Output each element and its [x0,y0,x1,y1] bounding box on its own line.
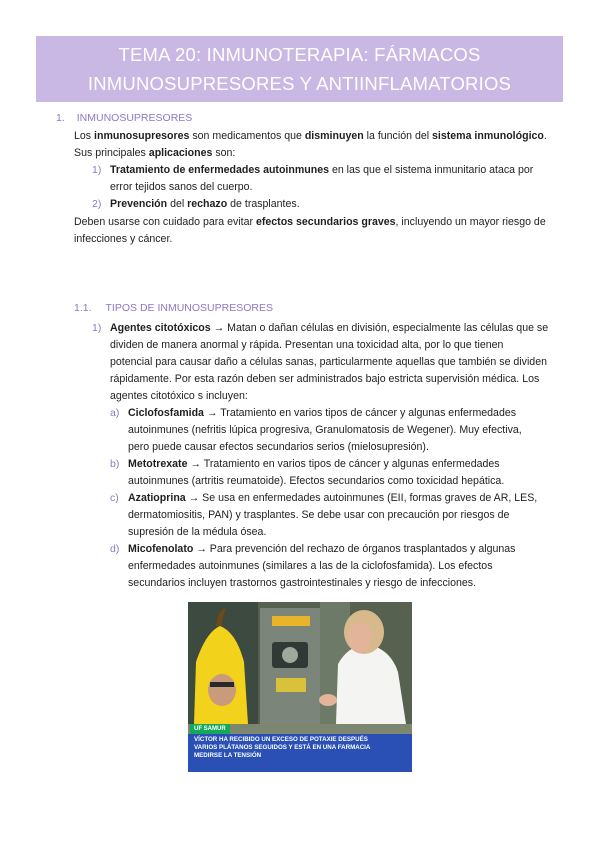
cytotoxic-line-5: agentes citotóxico s incluyen: [110,390,248,402]
drug-azatioprina-line-1 [128,490,537,507]
cytotoxic-bold: Agentes citotóxicos [110,322,211,334]
machine-dial [282,647,298,663]
drug-metotrexate-line-1 [128,456,500,473]
application-text: del [167,198,188,210]
machine-label [276,678,306,692]
application-text: de trasplantes. [227,198,300,210]
drug-text: → Tratamiento en varios tipos de cáncer y algunas enfermedades [187,458,500,470]
drug-azatioprina-line-2: dermatomiositis, PAN) y trasplantes. Se debe usar con precaución por riesgos de [128,509,510,521]
intro-line-2 [74,145,235,162]
sublist-letter: a) [110,407,120,419]
person-face [208,674,236,706]
section-1-1-title: TIPOS DE INMUNOSUPRESORES [105,302,273,314]
title-line-2: INMUNOSUPRESORES Y ANTIINFLAMATORIOS [87,73,512,94]
intro-line-1 [74,128,547,145]
application-bold: Prevención [110,198,168,210]
list-number: 1) [92,164,102,176]
warning-text: , incluyendo un mayor riesgo de [395,216,546,228]
drug-ciclofosfamida-line-3: pero puede causar efectos secundarios serios (mielosupresión). [128,441,429,453]
application-item-1-line-2: error tejidos sanos del cuerpo. [110,181,253,193]
drug-text: → Tratamiento en varios tipos de cáncer y algunas enfermedades [203,407,517,419]
intro-text: son: [212,147,236,159]
list-number: 2) [92,198,102,210]
drug-micofenolato-line-2: enfermedades autoinmunes (similares a las de la ciclofosfamida). Los efectos [128,560,493,572]
cytotoxic-line-3: potencial para causar daño a células sanas, particularmente aquellas que también se dividen [110,356,547,368]
intro-bold-term: inmunosupresores [94,130,190,142]
section-1-title: INMUNOSUPRESORES [76,112,193,124]
intro-bold-term: aplicaciones [148,147,213,159]
drug-metotrexate-line-2: autoinmunes (artritis reumatoide). Efectos secundarios como toxicidad hepática. [128,475,505,487]
drug-micofenolato-line-3: secundarios incluyen trastornos gastrointestinales y riesgo de infecciones. [128,577,477,589]
intro-text: la función del [363,130,433,142]
cytotoxic-text: → Matan o dañan células en división, especialmente las células que se [210,322,549,334]
application-bold: rechazo [187,198,228,210]
list-number: 1) [92,322,102,334]
drug-name: Metotrexate [128,458,188,470]
application-text: en las que el sistema inmunitario ataca por [329,164,534,176]
person-glasses [210,682,234,687]
drug-ciclofosfamida-line-1 [128,405,516,422]
tv-news-caption: VÍCTOR HA RECIBIDO UN EXCESO DE POTAXIE DESPUÉS VARIOS PLÁTANOS SEGUIDOS Y ESTÁ EN UNA FARMACIA MEDIRSE LA TENSIÓN [188,734,412,772]
drug-micofenolato-line-1 [128,541,515,558]
cytotoxic-line-4: rápidamente. Por esta razón deben ser administrados bajo estricta supervisión médica. Los [110,373,540,385]
warning-bold: efectos secundarios graves [255,216,396,228]
intro-bold-term: sistema inmunológico [432,130,544,142]
cytotoxic-line-1 [110,320,548,337]
application-item-1 [110,162,533,179]
intro-bold-term: disminuyen [304,130,364,142]
section-1-heading [56,112,192,124]
sublist-letter: c) [110,492,119,504]
application-item-2 [110,196,300,213]
sublist-letter: d) [110,543,120,555]
document-title-banner [36,36,563,102]
drug-name: Ciclofosfamida [128,407,204,419]
application-bold: Tratamiento de enfermedades autoinmunes [110,164,329,176]
woman-face [348,623,372,653]
intro-text: . [543,130,547,142]
drug-azatioprina-line-3: supresión de la médula ósea. [128,526,267,538]
section-1-1-heading [74,302,273,314]
machine-panel [272,616,310,626]
drug-name: Micofenolato [128,543,194,555]
section-1-1-number: 1.1. [74,302,92,314]
woman-hand [319,694,337,706]
tv-caption-bar [188,724,412,772]
sublist-letter: b) [110,458,120,470]
photo-scene [188,602,412,724]
warning-line-2: infecciones y cáncer. [74,233,173,245]
cytotoxic-line-2: dividen de manera anormal y rápida. Presentan una toxicidad alta, por lo que tienen [110,339,504,351]
tv-channel-tag: UF SAMUR [190,724,230,734]
embedded-photo [188,602,412,772]
warning-line-1 [74,214,546,231]
section-1-number: 1. [56,112,65,124]
drug-name: Azatioprina [128,492,186,504]
intro-text: Los [74,130,95,142]
drug-text: → Para prevención del rechazo de órganos trasplantados y algunas [193,543,516,555]
intro-text: Sus principales [74,147,149,159]
drug-ciclofosfamida-line-2: autoinmunes (nefritis lúpica progresiva, Granulomatosis de Wegener). Muy efectiva, [128,424,522,436]
warning-text: Deben usarse con cuidado para evitar [74,216,256,228]
intro-text: son medicamentos que [189,130,305,142]
title-line-1: TEMA 20: INMUNOTERAPIA: FÁRMACOS [118,44,481,65]
drug-text: → Se usa en enfermedades autoinmunes (EII, formas graves de AR, LES, [185,492,538,504]
